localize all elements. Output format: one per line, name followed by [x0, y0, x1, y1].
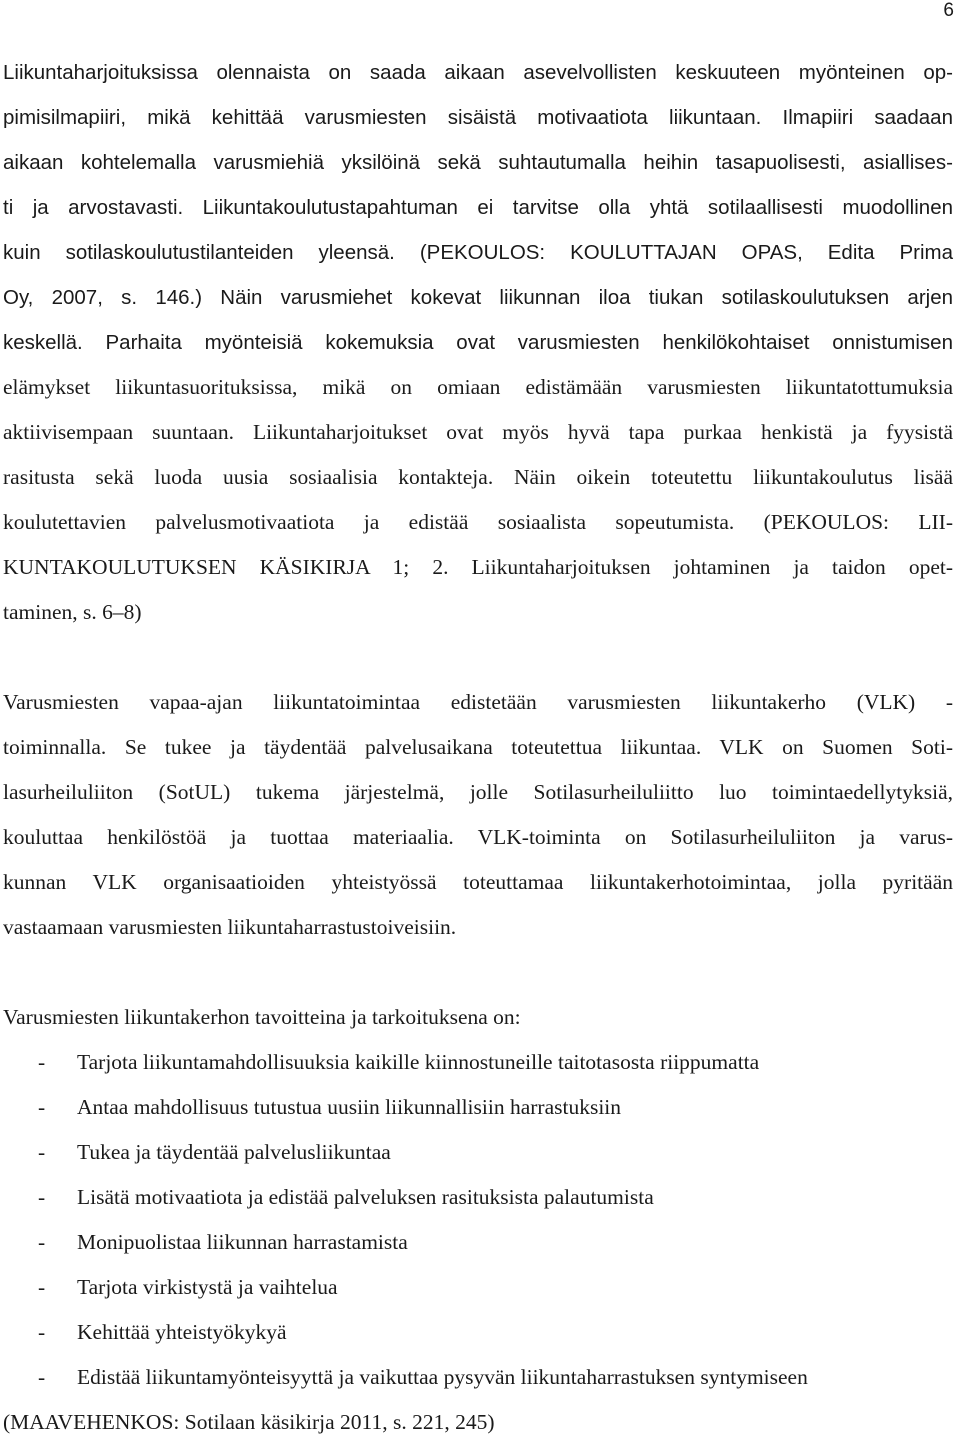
paragraph-line: lasurheiluliiton (SotUL) tukema järjestelmä, jolle Sotilasurheiluliitto luo toimintaedellytyksiä,: [3, 780, 953, 804]
list-item-text: Tarjota virkistystä ja vaihtelua: [77, 1275, 338, 1299]
page-number: 6: [943, 0, 954, 21]
paragraph-line: aktiivisempaan suuntaan. Liikuntaharjoitukset ovat myös hyvä tapa purkaa henkistä ja fyysistä: [3, 420, 953, 444]
paragraph-line: ti ja arvostavasti. Liikuntakoulutustapahtuman ei tarvitse olla yhtä sotilaallisesti muodollinen: [3, 196, 953, 219]
paragraph-line: pimisilmapiiri, mikä kehittää varusmiesten sisäistä motivaatiota liikuntaan. Ilmapiiri saadaan: [3, 106, 953, 129]
paragraph-line: Varusmiesten vapaa-ajan liikuntatoimintaa edistetään varusmiesten liikuntakerho (VLK) -: [3, 690, 953, 714]
paragraph-line: vastaamaan varusmiesten liikuntaharrastustoiveisiin.: [3, 915, 457, 939]
list-item: [3, 1220, 953, 1265]
paragraph-line: taminen, s. 6–8): [3, 600, 142, 624]
list-bullet: -: [38, 1275, 46, 1299]
list-bullet: -: [38, 1095, 46, 1119]
paragraph-line: rasitusta sekä luoda uusia sosiaalisia kontakteja. Näin oikein toteutettu liikuntakoulutus lisää: [3, 465, 953, 489]
list-item: [3, 1130, 953, 1175]
list-item-text: Lisätä motivaatiota ja edistää palveluksen rasituksista palautumista: [77, 1185, 654, 1209]
list-item: [3, 1085, 953, 1130]
paragraph-line: kuin sotilaskoulutustilanteiden yleensä. (PEKOULOS: KOULUTTAJAN OPAS, Edita Prima: [3, 241, 953, 264]
paragraph-1: [3, 50, 953, 635]
paragraph-line: Liikuntaharjoituksissa olennaista on saada aikaan asevelvollisten keskuuteen myönteinen op-: [3, 61, 953, 84]
citation: (MAAVEHENKOS: Sotilaan käsikirja 2011, s. 221, 245): [3, 1410, 495, 1434]
list-bullet: -: [38, 1050, 46, 1074]
paragraph-2: [3, 680, 953, 950]
list-item: [3, 1310, 953, 1355]
list-item-text: Kehittää yhteistyökykyä: [77, 1320, 287, 1344]
list-item-text: Antaa mahdollisuus tutustua uusiin liikunnallisiin harrastuksiin: [77, 1095, 622, 1119]
paragraph-gap: [3, 635, 953, 680]
paragraph-gap: [3, 950, 953, 995]
paragraph-line: kunnan VLK organisaatioiden yhteistyössä toteuttamaa liikuntakerhotoimintaa, jolla pyritään: [3, 870, 953, 894]
paragraph-line: KUNTAKOULUTUKSEN KÄSIKIRJA 1; 2. Liikuntaharjoituksen johtaminen ja taidon opet-: [3, 555, 953, 579]
paragraph-line: kouluttaa henkilöstöä ja tuottaa materiaalia. VLK-toiminta on Sotilasurheiluliiton ja varus-: [3, 825, 953, 849]
list-bullet: -: [38, 1365, 46, 1389]
list-bullet: -: [38, 1185, 46, 1209]
paragraph-line: elämykset liikuntasuorituksissa, mikä on omiaan edistämään varusmiesten liikuntatottumuksia: [3, 375, 953, 399]
paragraph-line: Oy, 2007, s. 146.) Näin varusmiehet kokevat liikunnan iloa tiukan sotilaskoulutuksen arjen: [3, 286, 953, 309]
list-item: [3, 1175, 953, 1220]
paragraph-line: koulutettavien palvelusmotivaatiota ja edistää sosiaalista sopeutumista. (PEKOULOS: LII-: [3, 510, 953, 534]
paragraph-line: aikaan kohtelemalla varusmiehiä yksilöinä sekä suhtautumalla heihin tasapuolisesti, asiallises-: [3, 151, 953, 174]
list-intro: Varusmiesten liikuntakerhon tavoitteina ja tarkoituksena on:: [3, 1005, 521, 1029]
list-bullet: -: [38, 1320, 46, 1344]
list-item-text: Tarjota liikuntamahdollisuuksia kaikille kiinnostuneille taitotasosta riippumatta: [77, 1050, 760, 1074]
list-item-text: Monipuolistaa liikunnan harrastamista: [77, 1230, 408, 1254]
document-body: [3, 50, 953, 1445]
goals-list: [3, 1040, 953, 1400]
paragraph-line: toiminnalla. Se tukee ja täydentää palvelusaikana toteutettua liikuntaa. VLK on Suomen Soti-: [3, 735, 953, 759]
list-bullet: -: [38, 1140, 46, 1164]
list-item-text: Tukea ja täydentää palvelusliikuntaa: [77, 1140, 391, 1164]
list-item: [3, 1265, 953, 1310]
list-item: [3, 1040, 953, 1085]
list-item: [3, 1355, 953, 1400]
list-bullet: -: [38, 1230, 46, 1254]
list-item-text: Edistää liikuntamyönteisyyttä ja vaikuttaa pysyvän liikuntaharrastuksen syntymiseen: [77, 1365, 808, 1389]
paragraph-line: keskellä. Parhaita myönteisiä kokemuksia ovat varusmiesten henkilökohtaiset onnistumisen: [3, 331, 953, 354]
